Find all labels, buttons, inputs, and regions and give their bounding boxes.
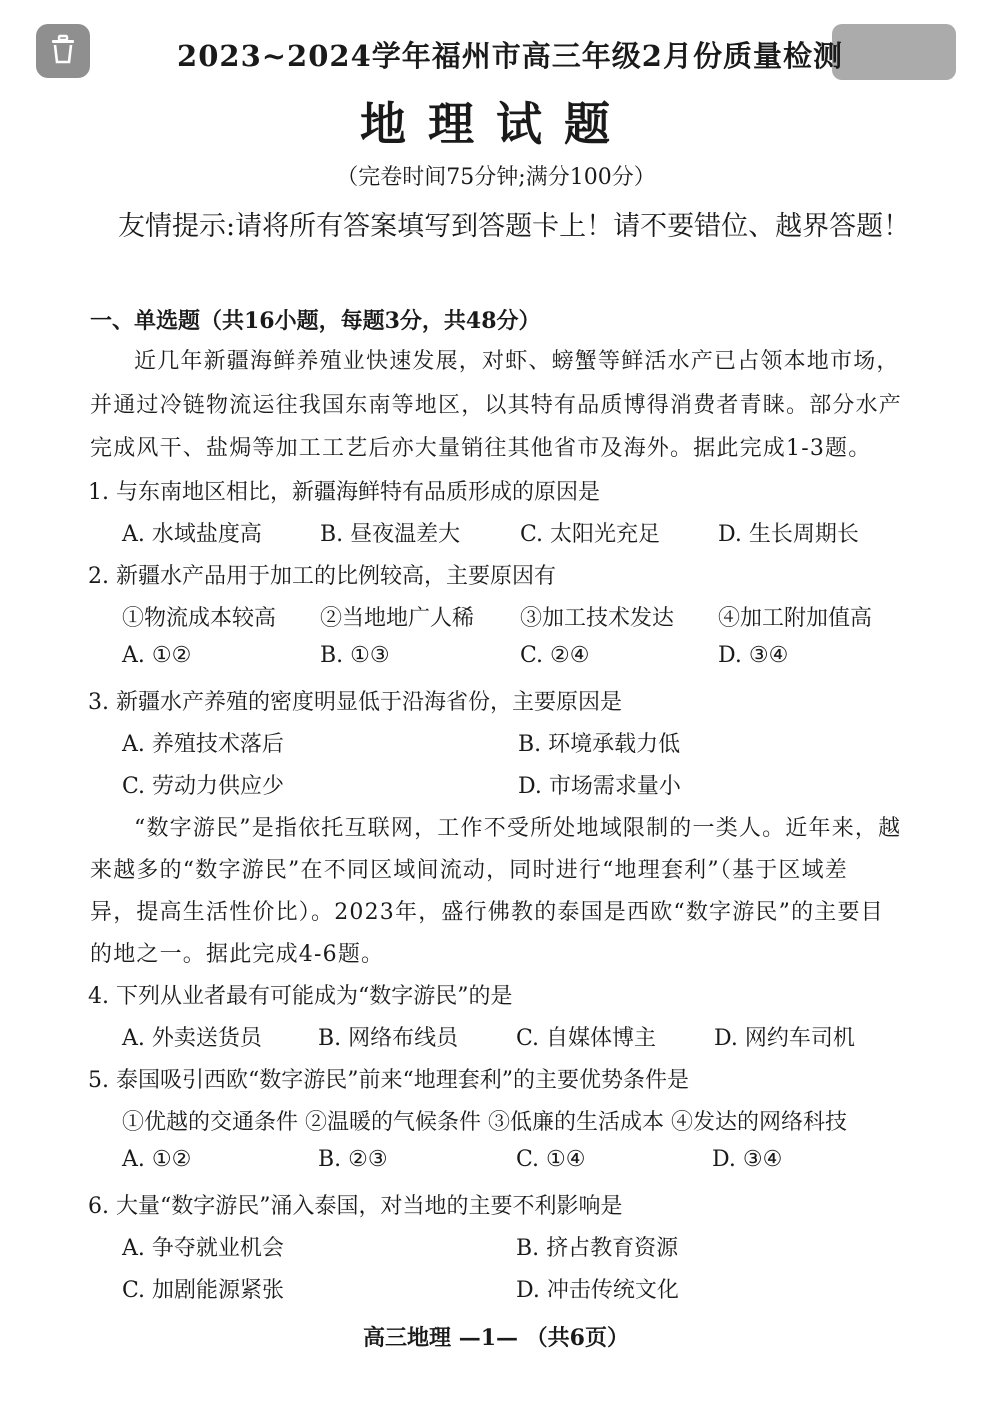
option-b: B. 昼夜温差大 [320, 522, 461, 547]
question-stem: 2. 新疆水产品用于加工的比例较高，主要原因有 [88, 564, 556, 589]
statement-item: ④加工附加值高 [718, 606, 873, 631]
option-d: D. 冲击传统文化 [516, 1278, 679, 1303]
option-a: A. 水域盐度高 [122, 522, 262, 547]
option-b: B. 环境承载力低 [518, 732, 681, 757]
question-stem: 3. 新疆水产养殖的密度明显低于沿海省份，主要原因是 [88, 690, 622, 715]
passage-line: 近几年新疆海鲜养殖业快速发展，对虾、螃蟹等鲜活水产已占领本地市场， [134, 349, 900, 374]
option-d: D. ③④ [712, 1147, 783, 1172]
option-c: C. ②④ [520, 643, 590, 668]
question-stem: 1. 与东南地区相比，新疆海鲜特有品质形成的原因是 [88, 480, 600, 505]
option-b: B. ②③ [318, 1147, 388, 1172]
question-stem: 6. 大量“数字游民”涌入泰国，对当地的主要不利影响是 [88, 1194, 623, 1219]
question-stem: 5. 泰国吸引西欧“数字游民”前来“地理套利”的主要优势条件是 [88, 1068, 689, 1093]
option-d: D. 网约车司机 [714, 1026, 855, 1051]
option-c: C. 自媒体博主 [516, 1026, 657, 1051]
option-d: D. ③④ [718, 643, 789, 668]
statement-item: ②当地地广人稀 [320, 606, 475, 631]
option-c: C. ①④ [516, 1147, 586, 1172]
option-a: A. 养殖技术落后 [122, 732, 284, 757]
option-a: A. ①② [122, 643, 192, 668]
option-a: A. 外卖送货员 [122, 1026, 262, 1051]
passage-line: 完成风干、盐焗等加工工艺后亦大量销往其他省市及海外。据此完成1-3题。 [90, 436, 872, 461]
passage-line: 的地之一。据此完成4-6题。 [90, 942, 385, 967]
passage-line: “数字游民”是指依托互联网，工作不受所处地域限制的一类人。近年来，越 [134, 816, 902, 841]
passage-line: 并通过冷链物流运往我国东南等地区，以其特有品质博得消费者青睐。部分水产 [90, 393, 903, 418]
option-b: B. 网络布线员 [318, 1026, 459, 1051]
option-a: A. ①② [122, 1147, 192, 1172]
passage-line: 来越多的“数字游民”在不同区域间流动，同时进行“地理套利”（基于区域差 [90, 858, 848, 883]
exam-title: 2023~2024学年福州市高三年级2月份质量检测 [177, 39, 843, 73]
option-b: B. 挤占教育资源 [516, 1236, 679, 1261]
statement-item: ③加工技术发达 [520, 606, 675, 631]
question-stem: 4. 下列从业者最有可能成为“数字游民”的是 [88, 984, 513, 1009]
option-b: B. ①③ [320, 643, 390, 668]
statement-items: ①优越的交通条件 ②温暖的气候条件 ③低廉的生活成本 ④发达的网络科技 [122, 1110, 847, 1135]
option-c: C. 劳动力供应少 [122, 774, 285, 799]
option-d: D. 生长周期长 [718, 522, 859, 547]
section-heading: 一、单选题（共16小题，每题3分，共48分） [90, 308, 541, 334]
option-c: C. 加剧能源紧张 [122, 1278, 285, 1303]
time-note: （完卷时间75分钟;满分100分） [336, 165, 656, 190]
trash-button[interactable] [36, 24, 90, 78]
subject-title: 地理试题 [360, 97, 632, 151]
option-d: D. 市场需求量小 [518, 774, 681, 799]
trash-icon [48, 33, 78, 69]
option-a: A. 争夺就业机会 [122, 1236, 284, 1261]
option-c: C. 太阳光充足 [520, 522, 661, 547]
statement-item: ①物流成本较高 [122, 606, 277, 631]
instruction-tip: 友情提示:请将所有答案填写到答题卡上！请不要错位、越界答题！ [118, 211, 911, 242]
page-footer: 高三地理 —1— （共6页） [363, 1325, 629, 1351]
passage-line: 异，提高生活性价比）。2023年，盛行佛教的泰国是西欧“数字游民”的主要目 [90, 900, 884, 925]
